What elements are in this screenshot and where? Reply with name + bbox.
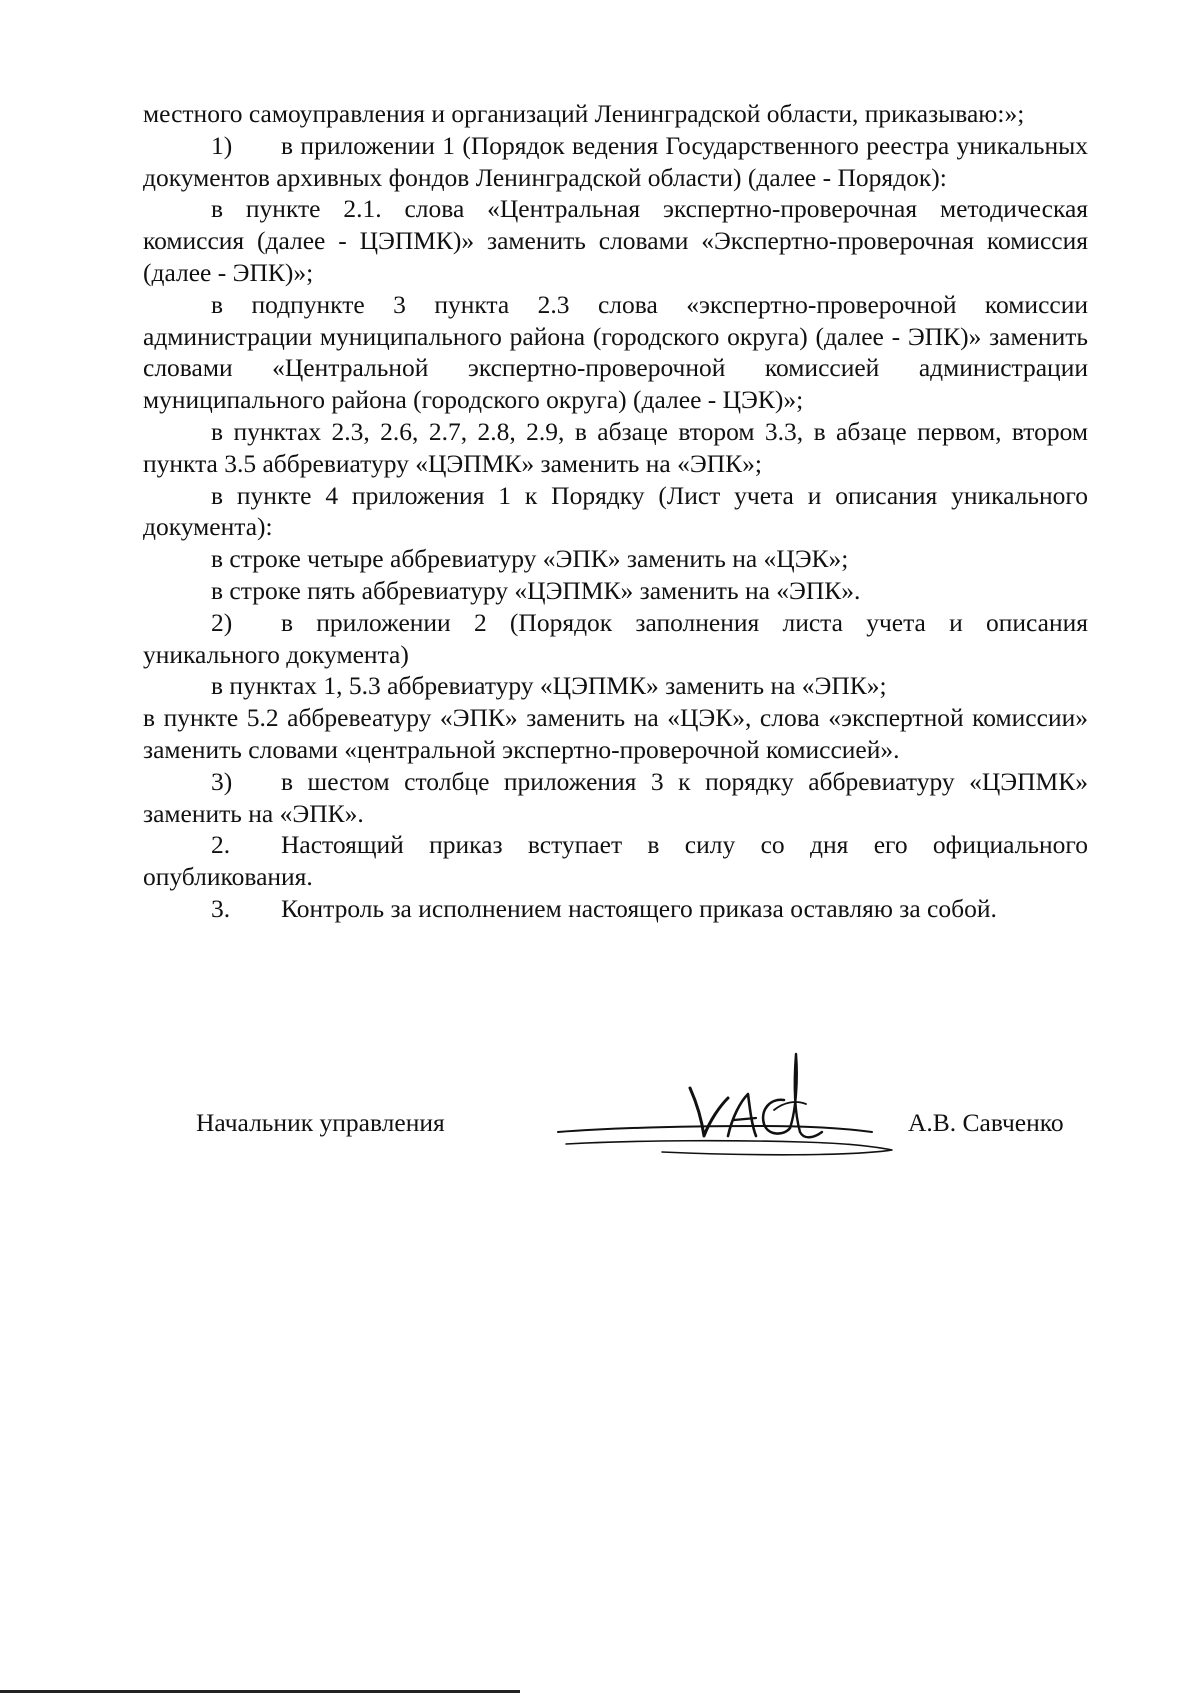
signatory-name: А.В. Савченко [908,1108,1064,1137]
paragraph: в пунктах 2.3, 2.6, 2.7, 2.8, 2.9, в абзаце втором 3.3, в абзаце первом, втором пункта 3.5 аббревиатуру «ЦЭПМК» заменить на «ЭПК»; [143,416,1088,478]
paragraph: 2. Настоящий приказ вступает в силу со дня его официального опубликования. [143,830,1088,892]
paragraph: в строке четыре аббревиатуру «ЭПК» заменить на «ЦЭК»; [211,544,849,574]
paragraph: 1) в приложении 1 (Порядок ведения Государственного реестра уникальных документов архивных фондов Ленинградской области) (далее - Порядок): [143,130,1088,192]
item-number: 2) [211,607,233,637]
page-edge-rule [0,1690,520,1693]
paragraph: в пункте 5.2 аббревеатуру «ЭПК» заменить на «ЦЭК», слова «экспертной комиссии» заменить словами «центральной экспертно-проверочной комиссией». [143,703,1088,764]
item-number: 3) [211,766,233,796]
item-number: 3. [211,893,231,923]
signatory-position: Начальник управления [196,1108,445,1137]
paragraph: 2) в приложении 2 (Порядок заполнения листа учета и описания уникального документа) [143,607,1088,669]
paragraph: в пунктах 1, 5.3 аббревиатуру «ЦЭПМК» заменить на «ЭПК»; [211,671,887,701]
item-number: 1) [211,130,233,160]
paragraph: в пункте 2.1. слова «Центральная экспертно-проверочная методическая комиссия (далее - ЦЭПМК)» заменить словами «Экспертно-проверочная комиссия (далее - ЭПК)»; [143,194,1088,287]
document-body [143,98,1088,925]
handwritten-signature [552,1040,912,1170]
paragraph: в пункте 4 приложения 1 к Порядку (Лист учета и описания уникального документа): [143,480,1088,542]
paragraph: местного самоуправления и организаций Ленинградской области, приказываю:»; [143,99,1025,128]
item-number: 2. [211,830,231,860]
paragraph: в подпункте 3 пункта 2.3 слова «экспертно-проверочной комиссии администрации муниципального района (городского округа) (далее - ЭПК)» заменить словами «Центральной экспертно-проверочной комиссией администрации муниципального района (городского округа) (далее - ЦЭК)»; [143,289,1088,415]
paragraph: 3) в шестом столбце приложения 3 к порядку аббревиатуру «ЦЭПМК» заменить на «ЭПК». [143,766,1088,828]
paragraph: 3. Контроль за исполнением настоящего приказа оставляю за собой. [211,893,997,923]
paragraph: в строке пять аббревиатуру «ЦЭПМК» заменить на «ЭПК». [211,575,861,605]
